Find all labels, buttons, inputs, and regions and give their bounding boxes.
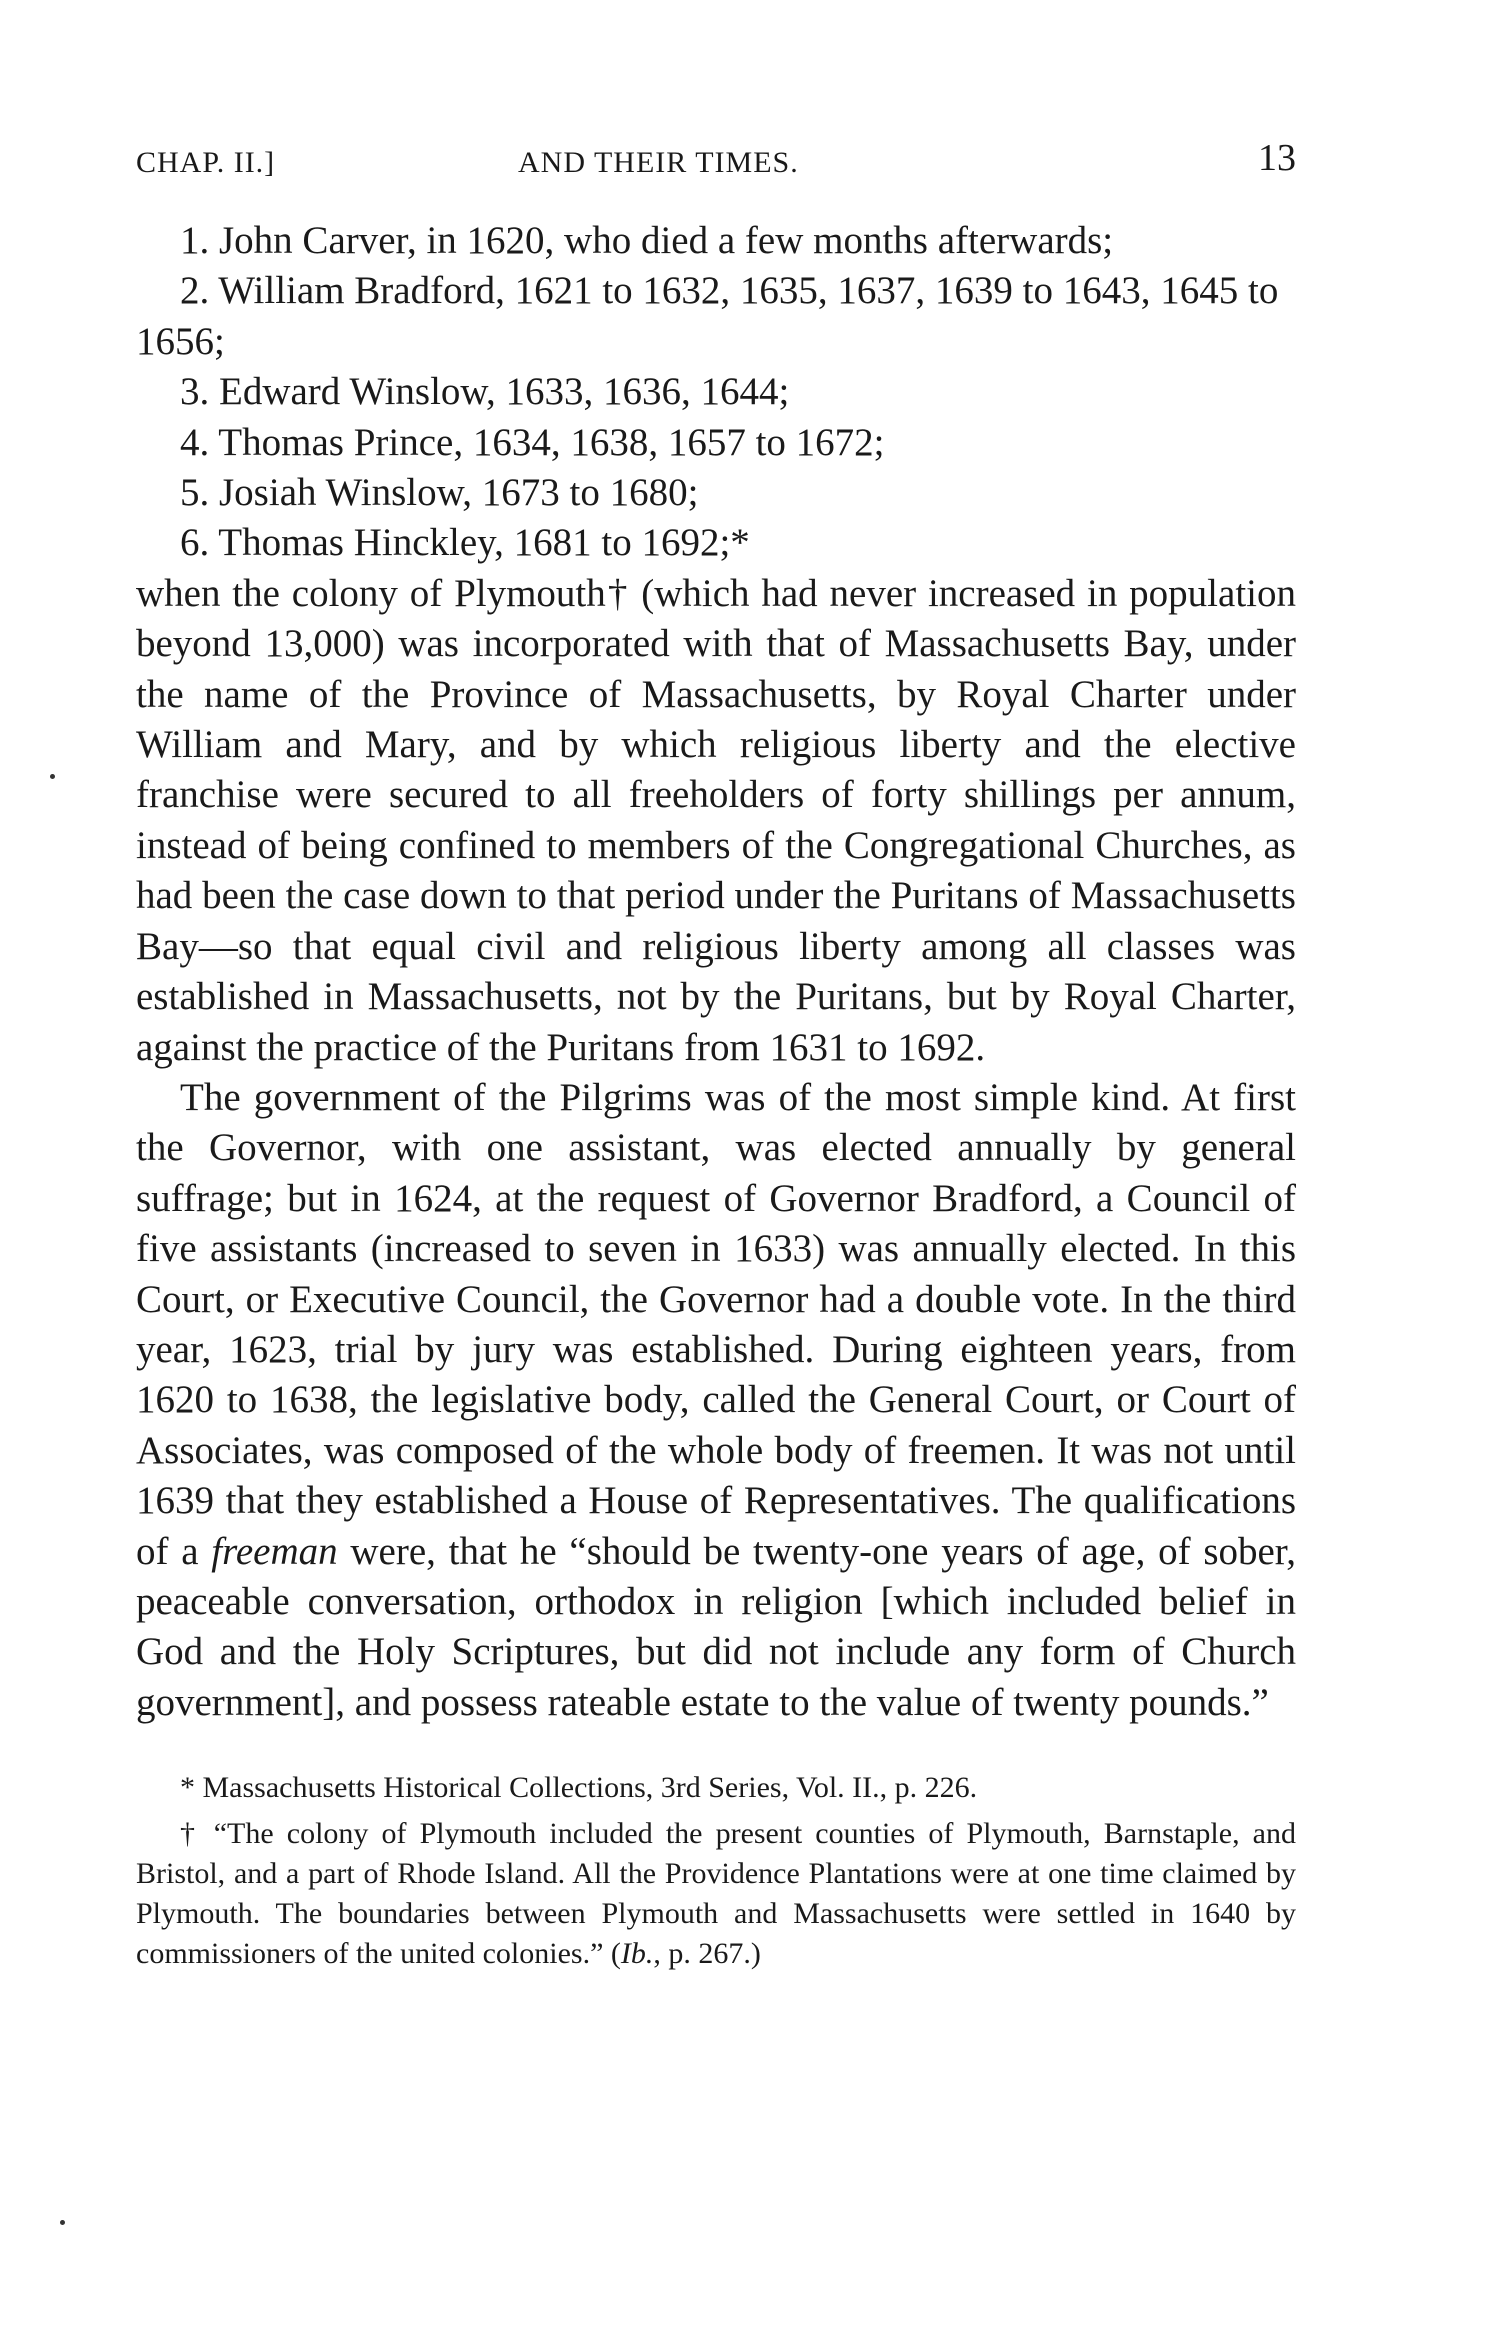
margin-speck: [50, 774, 55, 779]
freeman-italic: freeman: [211, 1529, 338, 1573]
list-item: 6. Thomas Hinckley, 1681 to 1692;*: [180, 521, 750, 565]
list-item: 4. Thomas Prince, 1634, 1638, 1657 to 1672;: [180, 420, 885, 464]
footnote-dagger: [136, 1814, 1296, 1974]
government-text-start: The government of the Pilgrims was of the most simple kind. At first the Governor, with one assistant, was elected annually by general suffrage; but in 1624, at the request of Governor Bradford, a Council of five assistants (increased to seven in 1633) was annually elected. In this Court, or Executive Council, the Governor had a double vote. In the third year, 1623, trial by jury was established. During eighteen years, from 1620 to 1638, the legislative body, called the General Court, or Court of Associates, was composed of the whole body of freemen. It was not until 1639 that they established a House of Representatives. The qualifications of a: [136, 1075, 1296, 1573]
government-paragraph: [136, 1073, 1296, 1728]
continuation-paragraph: when the colony of Plymouth† (which had never increased in population beyond 13,000) was incorporated with that of Massachusetts Bay, under the name of the Province of Massachusetts, by Royal Charter under William and Mary, and by which religious liberty and the elective franchise were secured to all freeholders of forty shillings per annum, instead of being confined to members of the Congregational Churches, as had been the case down to that period under the Puritans of Massachusetts Bay—so that equal civil and religious liberty among all classes was established in Massachusetts, not by the Puritans, but by Royal Charter, against the practice of the Puritans from 1631 to 1692.: [136, 571, 1296, 1069]
list-item: 1. John Carver, in 1620, who died a few months afterwards;: [180, 219, 1114, 262]
governors-list: [136, 216, 1296, 569]
margin-speck: [60, 2220, 65, 2225]
footnote-asterisk: * Massachusetts Historical Collections, 3rd Series, Vol. II., p. 226.: [180, 1771, 978, 1805]
running-title: AND THEIR TIMES.: [518, 146, 799, 179]
government-text-end: were, that he “should be twenty-one years of age, of sober, peaceable conversation, orthodox in religion [which included belief in God and the Holy Scriptures, but did not include any form of Church government], and possess rateable estate to the value of twenty pounds.”: [136, 1529, 1296, 1724]
body-text: [136, 569, 1296, 1728]
footnote-dagger-end: , p. 267.): [653, 1937, 761, 1971]
list-item: 2. William Bradford, 1621 to 1632, 1635, 1637, 1639 to 1643, 1645 to 1656;: [136, 269, 1279, 363]
list-item: 3. Edward Winslow, 1633, 1636, 1644;: [180, 370, 790, 414]
list-item: 5. Josiah Winslow, 1673 to 1680;: [180, 471, 699, 515]
chapter-marker: CHAP. II.]: [136, 146, 276, 179]
footnotes: [136, 1768, 1296, 1974]
running-header: [136, 136, 1296, 196]
page-number: 13: [1258, 137, 1296, 179]
ibid-italic: Ib.: [620, 1937, 654, 1971]
book-page: [136, 136, 1296, 1980]
footnote-dagger-text: † “The colony of Plymouth included the present counties of Plymouth, Barnstaple, and Bristol, and a part of Rhode Island. All the Providence Plantations were at one time claimed by Plymouth. The boundaries between Plymouth and Massachusetts were settled in 1640 by commissioners of the united colonies.” (: [136, 1817, 1296, 1971]
